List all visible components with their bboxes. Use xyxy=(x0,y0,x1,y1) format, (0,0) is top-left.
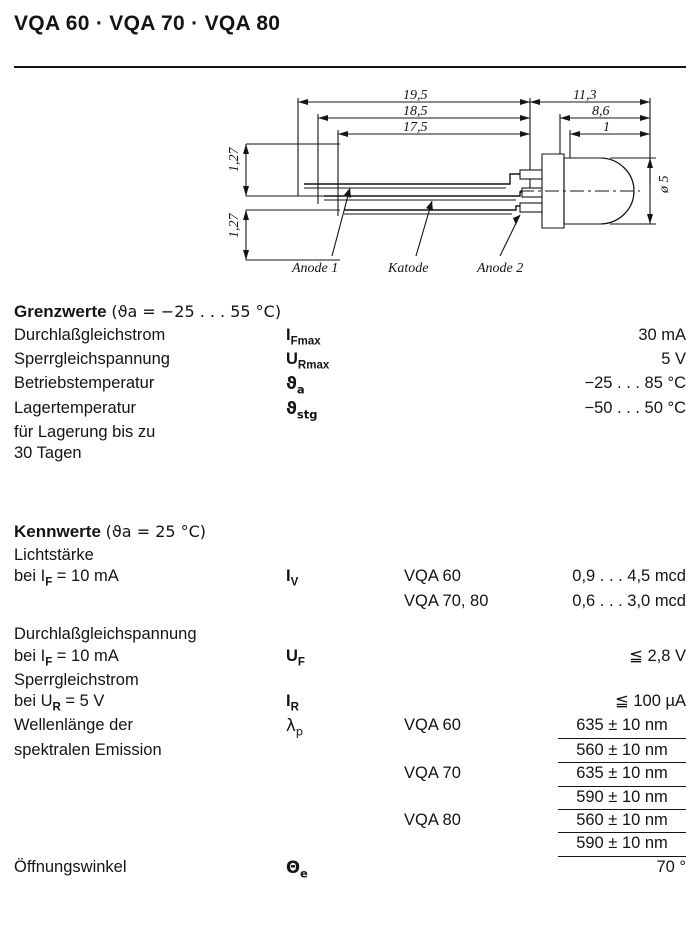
label-katode: Katode xyxy=(388,261,429,276)
table-row xyxy=(14,545,686,566)
limits-row-4-value xyxy=(404,422,686,443)
dim-diameter: ø 5 xyxy=(657,175,672,193)
symbol-subscript: R xyxy=(290,701,299,714)
limits-row-1-symbol xyxy=(286,349,404,373)
symbol-subscript: a xyxy=(296,382,305,397)
name-rest: = 10 mA xyxy=(52,567,119,586)
char-row-2-symbol xyxy=(286,591,404,612)
label-anode2: Anode 2 xyxy=(477,261,524,276)
symbol-base: λ xyxy=(286,716,296,736)
limits-row-2-value: −25 . . . 85 °C xyxy=(584,374,686,393)
table-row xyxy=(14,443,686,464)
characteristics-section xyxy=(14,522,686,881)
limits-row-3-value: −50 . . . 50 °C xyxy=(584,398,686,417)
char-row-0-type xyxy=(404,545,526,566)
name-subscript: F xyxy=(45,655,53,668)
table-row xyxy=(14,691,686,715)
wavelength-group-0-value-0: 635 ± 10 nm xyxy=(526,715,686,739)
char-row-4-value: ≦ 2,8 V xyxy=(629,646,686,665)
table-row xyxy=(14,646,686,670)
limits-row-2-name: Betriebstemperatur xyxy=(14,374,155,393)
table-row xyxy=(14,591,686,612)
limits-heading-text: Grenzwerte xyxy=(14,302,107,321)
char-row-1-symbol xyxy=(286,566,404,590)
dim-18-5: 18,5 xyxy=(403,104,428,119)
angle-value: 70 ° xyxy=(656,857,686,876)
dim-8-6: 8,6 xyxy=(592,104,610,119)
limits-row-0-symbol xyxy=(286,325,404,349)
wavelength-symbol xyxy=(286,715,404,739)
limits-row-5-value xyxy=(404,443,686,464)
symbol-base: U xyxy=(286,350,298,369)
table-row xyxy=(14,670,686,691)
char-row-0-name: Lichtstärke xyxy=(14,546,94,564)
limits-table xyxy=(14,325,686,465)
symbol-base: I xyxy=(286,567,291,586)
limits-row-4-symbol xyxy=(286,422,404,443)
limits-row-0-name: Durchlaßgleichstrom xyxy=(14,326,166,344)
char-row-4-type xyxy=(404,646,526,670)
symbol-subscript: e xyxy=(300,866,308,881)
name-subscript: R xyxy=(52,701,61,714)
table-row xyxy=(14,422,686,443)
label-anode1: Anode 1 xyxy=(292,261,339,276)
dim-11-3: 11,3 xyxy=(573,88,597,103)
char-row-3-value xyxy=(526,624,686,645)
angle-symbol xyxy=(286,857,404,881)
wavelength-group-2-type: VQA 80 xyxy=(404,811,461,829)
limits-row-3-name: Lagertemperatur xyxy=(14,398,136,417)
name-main: bei U xyxy=(14,692,53,711)
wavelength-group-1-type: VQA 70 xyxy=(404,764,461,783)
char-row-3-symbol xyxy=(286,624,404,645)
wavelength-name-line2: spektralen Emission xyxy=(14,740,162,759)
table-row xyxy=(14,763,686,786)
table-row xyxy=(14,810,686,833)
wavelength-group-2-value-1: 590 ± 10 nm xyxy=(526,833,686,856)
char-row-6-value: ≦ 100 µA xyxy=(614,692,686,711)
characteristics-heading-text: Kennwerte xyxy=(14,522,101,541)
component-drawing xyxy=(220,88,680,288)
table-row xyxy=(14,740,686,763)
char-row-2-value: 0,6 . . . 3,0 mcd xyxy=(572,591,686,610)
char-row-6-name xyxy=(14,691,286,715)
wavelength-group-0-value-1: 560 ± 10 nm xyxy=(526,740,686,763)
table-row xyxy=(14,566,686,590)
table-row xyxy=(14,349,686,373)
symbol-base: I xyxy=(286,692,291,711)
limits-row-3-symbol xyxy=(286,398,404,422)
char-row-5-name: Sperrgleichstrom xyxy=(14,670,139,689)
dim-1: 1 xyxy=(603,120,610,135)
wavelength-name-line1: Wellenlänge der xyxy=(14,716,133,735)
dim-19-5: 19,5 xyxy=(403,88,428,103)
name-subscript: F xyxy=(45,576,53,589)
table-row xyxy=(14,833,686,856)
char-row-0-value xyxy=(526,545,686,566)
char-row-6-type xyxy=(404,691,526,715)
table-row xyxy=(14,325,686,349)
symbol-subscript: stg xyxy=(296,407,318,421)
limits-row-5-symbol xyxy=(286,443,404,464)
symbol-base: ϑ xyxy=(286,398,297,418)
char-row-2-type: VQA 70, 80 xyxy=(404,591,489,610)
symbol-subscript: Rmax xyxy=(297,359,330,372)
header-divider xyxy=(14,66,686,68)
limits-row-1-value: 5 V xyxy=(661,350,686,369)
wavelength-group-1-value-1: 590 ± 10 nm xyxy=(526,787,686,810)
limits-row-4-name: für Lagerung bis zu xyxy=(14,422,156,441)
wavelength-group-0-type: VQA 60 xyxy=(404,716,461,735)
dim-1-27-lower: 1,27 xyxy=(227,213,242,238)
char-row-5-type xyxy=(404,670,526,691)
characteristics-table xyxy=(14,545,686,881)
name-rest: = 10 mA xyxy=(52,646,119,665)
limits-row-5-name: 30 Tagen xyxy=(14,444,82,463)
dim-17-5: 17,5 xyxy=(403,120,428,135)
char-row-3-type xyxy=(404,624,526,645)
table-row xyxy=(14,787,686,810)
limits-heading-condition: (ϑa = −25 . . . 55 °C) xyxy=(111,302,282,321)
characteristics-heading xyxy=(14,522,686,542)
symbol-subscript: p xyxy=(295,724,304,739)
char-row-1-value: 0,9 . . . 4,5 mcd xyxy=(572,567,686,586)
symbol-base: U xyxy=(286,646,298,665)
table-row xyxy=(14,398,686,422)
table-row xyxy=(14,857,686,881)
char-row-1-type: VQA 60 xyxy=(404,567,461,586)
char-row-0-symbol xyxy=(286,545,404,566)
drawing-svg xyxy=(220,88,680,288)
angle-name: Öffnungswinkel xyxy=(14,857,127,876)
char-row-5-symbol xyxy=(286,670,404,691)
table-row xyxy=(14,715,686,739)
char-row-2-name xyxy=(14,591,286,612)
char-row-3-name: Durchlaßgleichspannung xyxy=(14,625,197,644)
characteristics-heading-condition: (ϑa = 25 °C) xyxy=(105,522,207,541)
name-main: bei I xyxy=(14,646,46,665)
char-row-4-symbol xyxy=(286,646,404,670)
char-row-4-name xyxy=(14,646,286,670)
wavelength-group-0-type-spacer xyxy=(404,740,526,763)
limits-section xyxy=(14,302,686,465)
symbol-subscript: F xyxy=(297,655,305,668)
limits-row-1-name: Sperrgleichspannung xyxy=(14,350,170,369)
limits-row-2-symbol xyxy=(286,373,404,397)
char-row-5-value xyxy=(526,670,686,691)
table-row xyxy=(14,373,686,397)
wavelength-group-1-value-0: 635 ± 10 nm xyxy=(526,763,686,786)
limits-heading xyxy=(14,302,686,322)
symbol-base: I xyxy=(286,326,291,344)
char-row-6-symbol xyxy=(286,691,404,715)
table-row xyxy=(14,624,686,645)
limits-row-0-value: 30 mA xyxy=(638,326,686,344)
symbol-subscript: Fmax xyxy=(290,335,321,348)
name-main: bei I xyxy=(14,567,46,586)
symbol-base: Θ xyxy=(286,857,301,877)
dim-1-27-upper: 1,27 xyxy=(227,147,242,172)
symbol-base: ϑ xyxy=(286,374,297,394)
page-title: VQA 60 · VQA 70 · VQA 80 xyxy=(14,12,281,35)
wavelength-group-2-value-0: 560 ± 10 nm xyxy=(526,810,686,833)
char-row-1-name xyxy=(14,566,286,590)
symbol-subscript: V xyxy=(290,576,299,589)
name-rest: = 5 V xyxy=(60,692,105,711)
wavelength-symbol-spacer xyxy=(286,740,404,763)
